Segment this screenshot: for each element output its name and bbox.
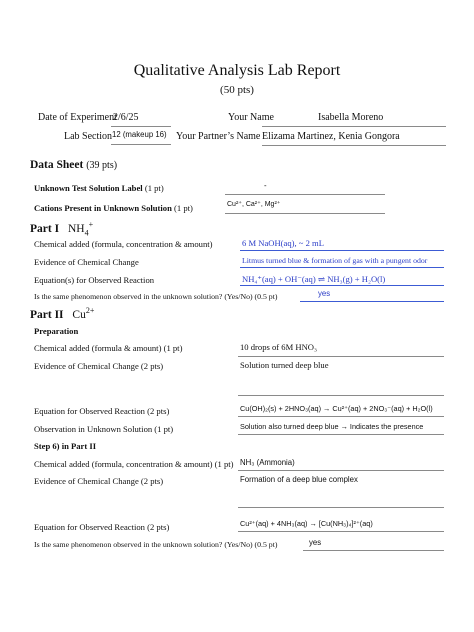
part2-row-value: Solution also turned deep blue → Indicates the presence xyxy=(240,422,424,431)
step6-row-value: Formation of a deep blue complex xyxy=(240,475,358,484)
part2-row-label: Observation in Unknown Solution (1 pt) xyxy=(34,424,174,434)
section-label: Lab Section xyxy=(64,131,113,142)
part2-ion xyxy=(72,306,95,321)
unknown-value: - xyxy=(264,181,267,190)
partner-value: Elizama Martinez, Kenia Gongora xyxy=(262,131,400,142)
partner-label: Your Partner’s Name xyxy=(176,131,261,142)
section-value: 12 (makeup 16) xyxy=(112,130,167,139)
part1-row-underline xyxy=(300,301,444,302)
cations-underline xyxy=(225,213,385,214)
section-underline xyxy=(111,144,171,145)
step6-row-value: NH₃ (Ammonia) xyxy=(240,458,295,467)
unknown-label-row xyxy=(34,183,164,193)
step6-row-label: Equation for Observed Reaction (2 pts) xyxy=(34,522,170,532)
page-points: (50 pts) xyxy=(220,84,254,96)
page-title: Qualitative Analysis Lab Report xyxy=(133,62,341,79)
unknown-points: (1 pt) xyxy=(144,183,164,193)
part1-row-label: Is the same phenomenon observed in the unknown solution? (Yes/No) (0.5 pt) xyxy=(34,292,278,301)
name-value: Isabella Moreno xyxy=(318,112,384,123)
step6-row-label: Chemical added (formula, concentration & amount) (1 pt) xyxy=(34,459,234,469)
part1-ion-sup: + xyxy=(88,220,94,229)
step6-row-label: Is the same phenomenon observed in the unknown solution? (Yes/No) (0.5 pt) xyxy=(34,540,278,549)
part1-row-value: 6 M NaOH(aq), ~ 2 mL xyxy=(242,238,324,248)
part2-heading xyxy=(30,306,94,321)
name-label: Your Name xyxy=(228,112,274,123)
part2-row-underline xyxy=(238,356,444,357)
part2-row-label: Equation for Observed Reaction (2 pts) xyxy=(34,406,170,416)
part1-row-label: Evidence of Chemical Change xyxy=(34,257,139,267)
part1-row-label: Equation(s) for Observed Reaction xyxy=(34,275,155,285)
data-sheet-points: (39 pts) xyxy=(86,160,118,171)
part1-title: Part I xyxy=(30,222,60,235)
step6-row-value: Cu²⁺(aq) + 4NH₃(aq) → [Cu(NH₃)₄]²⁺(aq) xyxy=(240,519,373,528)
part2-ion-base: Cu xyxy=(72,308,86,321)
data-sheet-heading xyxy=(30,159,117,171)
part2-row-label: Chemical added (formula & amount) (1 pt) xyxy=(34,343,183,353)
part2-title: Part II xyxy=(30,308,64,321)
part1-row-underline xyxy=(240,250,444,251)
part2-row-value: Solution turned deep blue xyxy=(240,360,329,370)
part1-row-value: NH₄⁺(aq) + OH⁻(aq) ⇌ NH₃(g) + H₂O(l) xyxy=(242,274,386,284)
step6-heading: Step 6) in Part II xyxy=(34,441,97,451)
cations-label: Cations Present in Unknown Solution xyxy=(34,203,172,213)
step6-row-label: Evidence of Chemical Change (2 pts) xyxy=(34,476,164,486)
part1-heading xyxy=(30,220,93,237)
part2-row-value: 10 drops of 6M HNO₃ xyxy=(240,342,317,352)
part2-row-value: Cu(OH)₂(s) + 2HNO₃(aq) → Cu²⁺(aq) + 2NO₃⁻(aq) + H₂O(l) xyxy=(240,404,433,413)
part2-ion-sup: 2+ xyxy=(85,306,95,315)
part1-row-underline xyxy=(240,285,444,286)
preparation-heading: Preparation xyxy=(34,326,79,336)
part1-ion xyxy=(67,220,94,238)
step6-row-underline xyxy=(303,550,444,551)
name-underline xyxy=(262,126,446,127)
part2-row-underline xyxy=(238,416,444,417)
part1-row-label: Chemical added (formula, concentration & amount) xyxy=(34,239,213,249)
part2-row-label: Evidence of Chemical Change (2 pts) xyxy=(34,361,164,371)
date-label: Date of Experiment xyxy=(38,112,117,123)
unknown-underline xyxy=(225,194,385,195)
part1-ion-sub: 4 xyxy=(84,228,89,238)
cations-label-row xyxy=(34,203,193,213)
partner-underline xyxy=(262,145,446,146)
date-value: 2/6/25 xyxy=(113,112,139,123)
part1-row-underline xyxy=(240,267,444,268)
step6-row-underline xyxy=(238,507,444,508)
unknown-label: Unknown Test Solution Label xyxy=(34,183,143,193)
part1-ion-base: NH xyxy=(67,222,85,235)
part2-row-underline xyxy=(238,395,444,396)
cations-value: Cu²⁺, Ca²⁺, Mg²⁺ xyxy=(227,201,281,208)
part1-row-value: Litmus turned blue & formation of gas with a pungent odor xyxy=(242,256,428,265)
date-underline xyxy=(111,126,171,127)
part1-row-value: yes xyxy=(318,289,331,298)
cations-points: (1 pt) xyxy=(174,203,193,213)
data-sheet-title: Data Sheet xyxy=(30,159,84,171)
step6-row-underline xyxy=(238,531,444,532)
part2-row-underline xyxy=(238,434,444,435)
step6-row-value: yes xyxy=(309,538,322,547)
step6-row-underline xyxy=(238,470,444,471)
